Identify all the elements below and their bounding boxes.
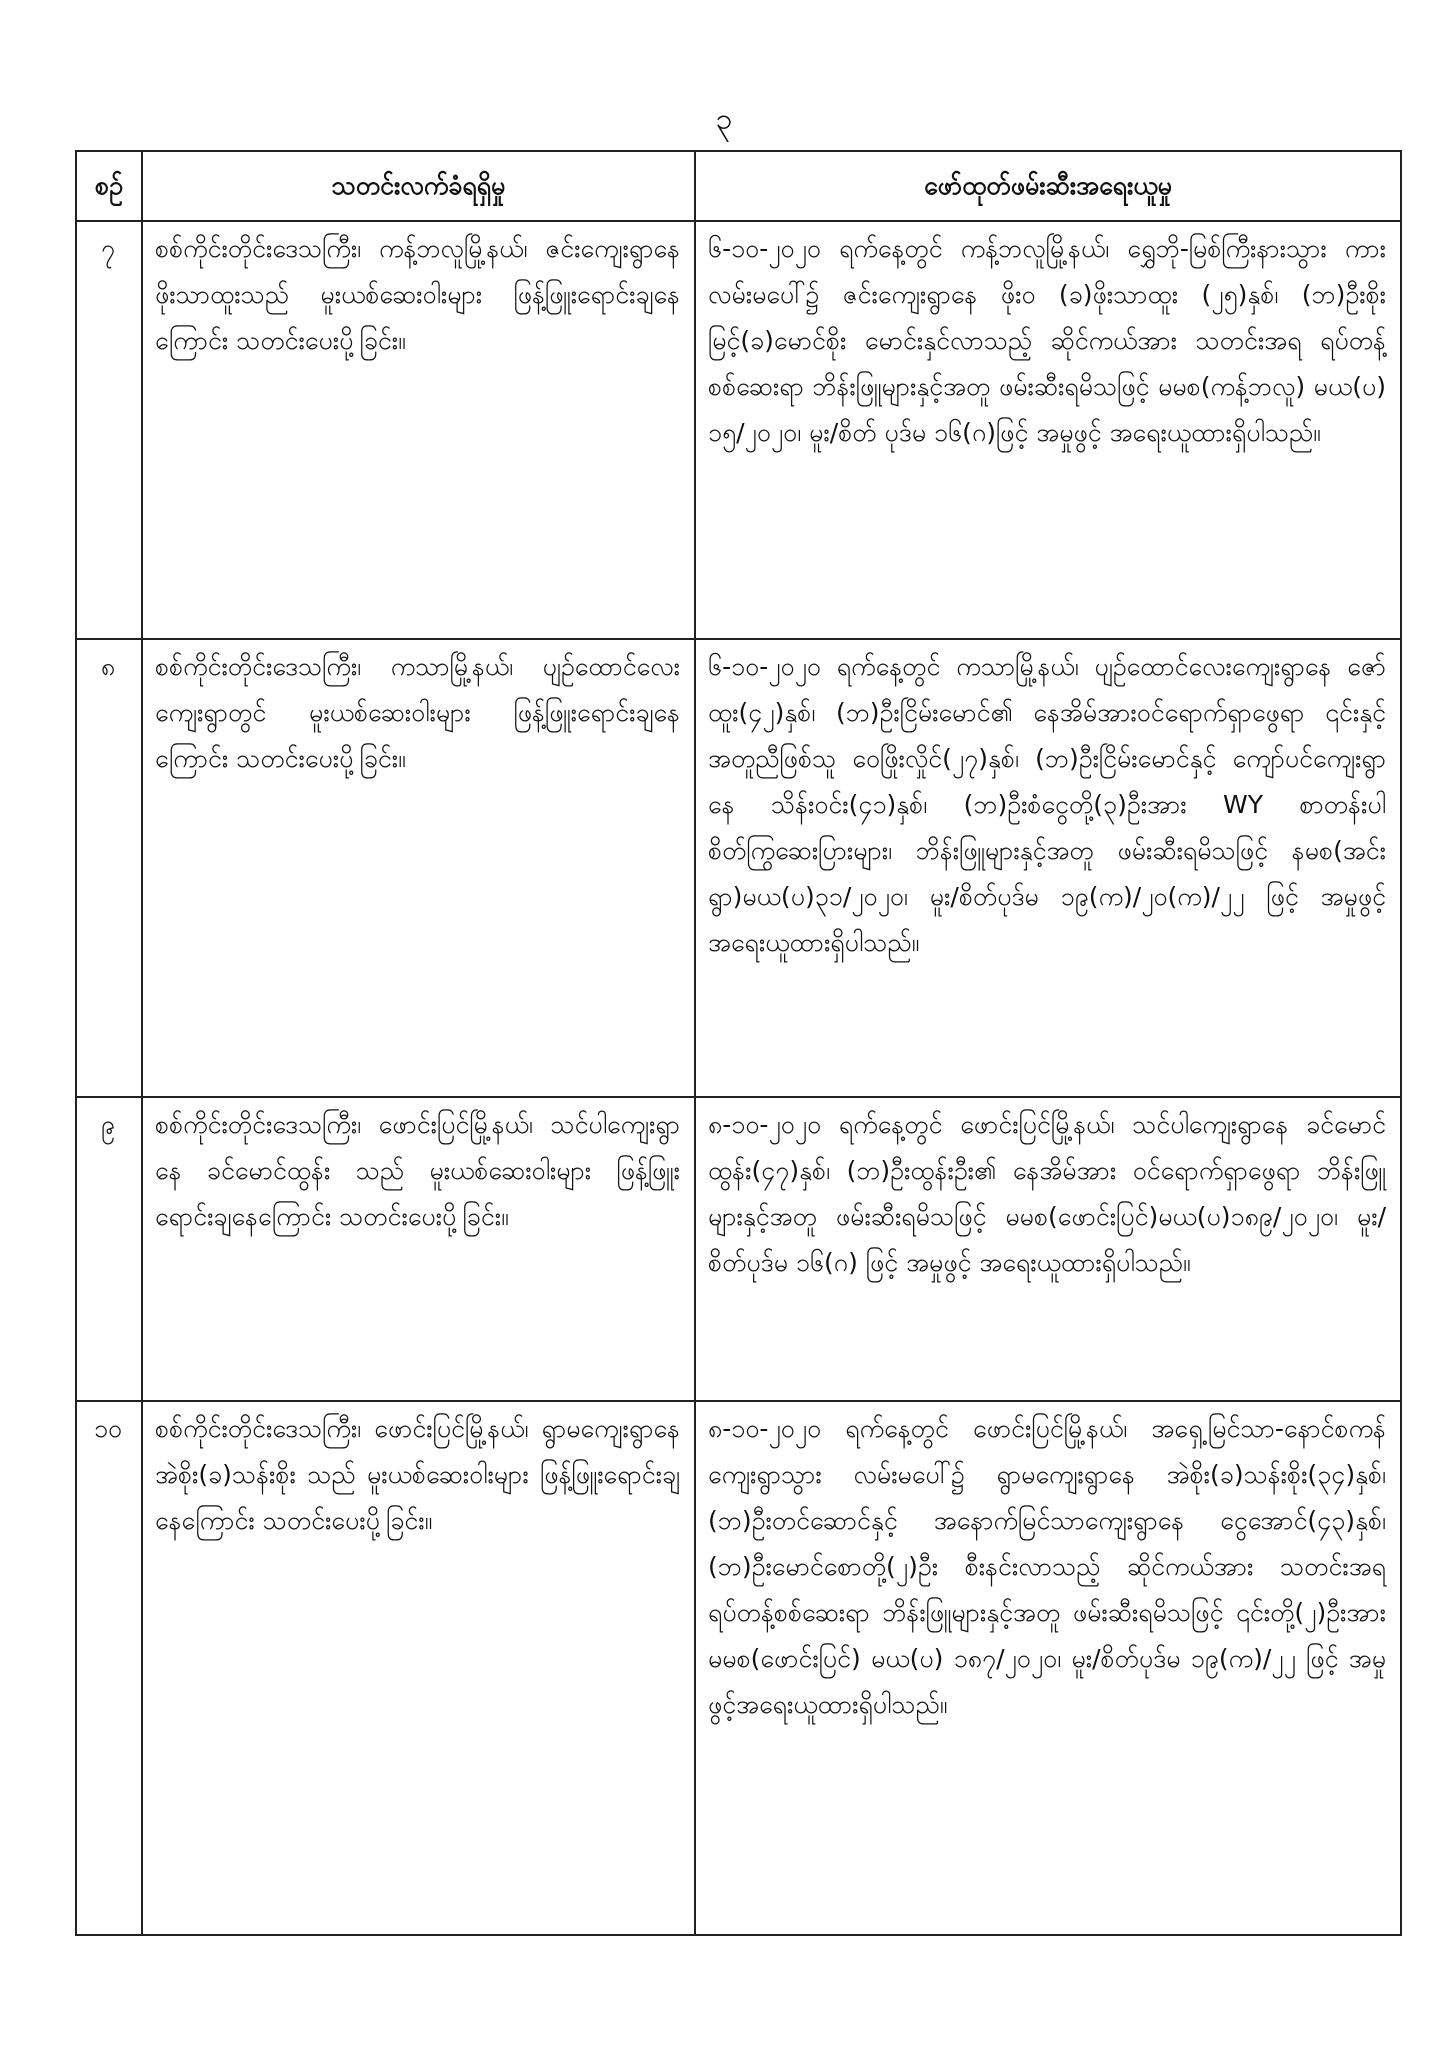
action-taken-cell: ၈-၁၀-၂၀၂၀ ရက်နေ့တွင် ဖောင်းပြင်မြို့နယ်၊ အရှေ့မြင်သာ-နောင်စကန်ကျေးရွာသွား လမ်းမပေါ်၌ ရွာမကျေးရွာနေ အဲစိုး(ခ)သန်းစိုး(၃၄)နှစ်၊ (ဘ)ဦးတင်ဆောင်နှင့် အနောက်မြင်သာကျေးရွာနေ ငွေအောင်(၄၃)နှစ်၊ (ဘ)ဦးမောင်စောတို့(၂)ဦး စီးနင်းလာသည့် ဆိုင်ကယ်အား သတင်းအရရပ်တန့်စစ်ဆေးရာ ဘိန်းဖြူများနှင့်အတူ ဖမ်းဆီးရမိသဖြင့် ၎င်းတို့(၂)ဦးအား မမစ(ဖောင်းပြင်) မယ(ပ) ၁၈၇/၂၀၂၀၊ မူး/စိတ်ပုဒ်မ ၁၉(က)/၂၂ ဖြင့် အမှုဖွင့်အရေးယူထားရှိပါသည်။ — [695, 1401, 1401, 1935]
table-row — [76, 1097, 1401, 1401]
action-taken-cell: ၆-၁၀-၂၀၂၀ ရက်နေ့တွင် ကန့်ဘလူမြို့နယ်၊ ရွှေဘို-မြစ်ကြီးနားသွား ကားလမ်းမပေါ်၌ ဇင်းကျေးရွာနေ ဖိုးဝ (ခ)ဖိုးသာထူး (၂၅)နှစ်၊ (ဘ)ဦးစိုးမြင့်(ခ)မောင်စိုး မောင်းနှင်လာသည့် ဆိုင်ကယ်အား သတင်းအရ ရပ်တန့်စစ်ဆေးရာ ဘိန်းဖြူများနှင့်အတူ ဖမ်းဆီးရမိသဖြင့် မမစ(ကန့်ဘလူ) မယ(ပ) ၁၅/၂၀၂၀၊ မူး/စိတ် ပုဒ်မ ၁၆(ဂ)ဖြင့် အမှုဖွင့် အရေးယူထားရှိပါသည်။ — [695, 221, 1401, 639]
information-received-cell: စစ်ကိုင်းတိုင်းဒေသကြီး၊ ကန့်ဘလူမြို့နယ်၊ ဇင်းကျေးရွာနေ ဖိုးသာထူးသည် မူးယစ်ဆေးဝါးများ ဖြန့်ဖြူးရောင်းချနေကြောင်း သတင်းပေးပို့ခြင်း။ — [142, 221, 695, 639]
information-received-cell: စစ်ကိုင်းတိုင်းဒေသကြီး၊ ဖောင်းပြင်မြို့နယ်၊ ရွာမကျေးရွာနေ အဲစိုး(ခ)သန်းစိုး သည် မူးယစ်ဆေးဝါးများ ဖြန့်ဖြူးရောင်းချနေကြောင်း သတင်းပေးပို့ခြင်း။ — [142, 1401, 695, 1935]
action-taken-cell: ၈-၁၀-၂၀၂၀ ရက်နေ့တွင် ဖောင်းပြင်မြို့နယ်၊ သင်ပါကျေးရွာနေ ခင်မောင်ထွန်း(၄၇)နှစ်၊ (ဘ)ဦးထွန်းဦး၏ နေအိမ်အား ဝင်ရောက်ရှာဖွေရာ ဘိန်းဖြူများနှင့်အတူ ဖမ်းဆီးရမိသဖြင့် မမစ(ဖောင်းပြင်)မယ(ပ)၁၈၉/၂၀၂၀၊ မူး/စိတ်ပုဒ်မ ၁၆(ဂ) ဖြင့် အမှုဖွင့် အရေးယူထားရှိပါသည်။ — [695, 1097, 1401, 1401]
row-number: ၉ — [76, 1097, 142, 1401]
row-number: ၇ — [76, 221, 142, 639]
information-received-cell: စစ်ကိုင်းတိုင်းဒေသကြီး၊ ကသာမြို့နယ်၊ ပျဉ်ထောင်လေးကျေးရွာတွင် မူးယစ်ဆေးဝါးများ ဖြန့်ဖြူးရောင်းချနေကြောင်း သတင်းပေးပို့ခြင်း။ — [142, 639, 695, 1097]
header-information-received: သတင်းလက်ခံရရှိမှု — [142, 151, 695, 221]
action-taken-cell: ၆-၁၀-၂၀၂၀ ရက်နေ့တွင် ကသာမြို့နယ်၊ ပျဉ်ထောင်လေးကျေးရွာနေ ဇော်ထူး(၄၂)နှစ်၊ (ဘ)ဦးငြိမ်းမောင်၏ နေအိမ်အားဝင်ရောက်ရှာဖွေရာ ၎င်းနှင့်အတူညီဖြစ်သူ ဝေဖြိုးလှိုင်(၂၇)နှစ်၊ (ဘ)ဦးငြိမ်းမောင်နှင့် ကျော်ပင်ကျေးရွာနေ သိန်းဝင်း(၄၁)နှစ်၊ (ဘ)ဦးစံငွေတို့(၃)ဦးအား WY စာတန်းပါ စိတ်ကြွဆေးပြားများ၊ ဘိန်းဖြူများနှင့်အတူ ဖမ်းဆီးရမိသဖြင့် နမစ(အင်းရွာ)မယ(ပ)၃၁/၂၀၂၀၊ မူး/စိတ်ပုဒ်မ ၁၉(က)/၂၀(က)/၂၂ ဖြင့် အမှုဖွင့် အရေးယူထားရှိပါသည်။ — [695, 639, 1401, 1097]
table-row — [76, 221, 1401, 639]
table-row — [76, 1401, 1401, 1935]
table-header-row — [76, 151, 1401, 221]
page-number: ၃ — [715, 102, 733, 137]
row-number: ၈ — [76, 639, 142, 1097]
header-no: စဉ် — [76, 151, 142, 221]
row-number: ၁၀ — [76, 1401, 142, 1935]
header-action-taken: ဖော်ထုတ်ဖမ်းဆီးအရေးယူမှု — [695, 151, 1401, 221]
report-table — [75, 150, 1402, 1936]
table-row — [76, 639, 1401, 1097]
information-received-cell: စစ်ကိုင်းတိုင်းဒေသကြီး၊ ဖောင်းပြင်မြို့နယ်၊ သင်ပါကျေးရွာနေ ခင်မောင်ထွန်း သည် မူးယစ်ဆေးဝါးများ ဖြန့်ဖြူးရောင်းချနေကြောင်း သတင်းပေးပို့ခြင်း။ — [142, 1097, 695, 1401]
